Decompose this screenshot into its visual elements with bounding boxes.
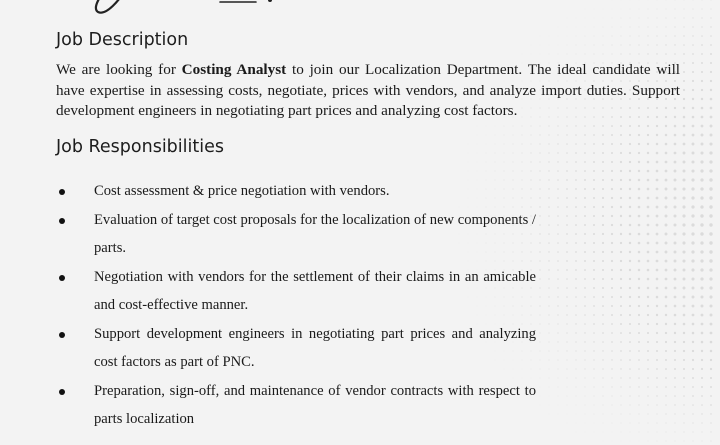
signature-logo xyxy=(80,0,280,32)
bullet-icon xyxy=(59,389,65,395)
bullet-icon xyxy=(59,275,65,281)
list-item xyxy=(56,177,536,206)
list-item-text: Support development engineers in negotiating part prices and analyzing cost factors as part of PNC. xyxy=(94,325,536,370)
list-item-text: Negotiation with vendors for the settlement of their claims in an amicable and cost-effective manner. xyxy=(94,268,536,313)
jd-text-part2: to join our Localization Department. The ideal candidate will have expertise in assessing costs, negotiate, prices with vendors, and analyze import duties. Support development engineers in negotiating part prices and analyzing cost factors. xyxy=(56,61,681,119)
list-item xyxy=(56,206,536,263)
list-item xyxy=(56,320,536,377)
list-item xyxy=(56,377,536,434)
list-item-text: Cost assessment & price negotiation with vendors. xyxy=(94,183,390,199)
job-responsibilities-heading: Job Responsibilities xyxy=(56,137,224,157)
job-description-text xyxy=(56,60,680,122)
responsibilities-list xyxy=(56,177,536,434)
list-item-text: Evaluation of target cost proposals for the localization of new components / parts. xyxy=(94,211,536,256)
job-role-title: Costing Analyst xyxy=(181,61,287,78)
list-item-text: Preparation, sign-off, and maintenance of vendor contracts with respect to parts localization xyxy=(94,382,536,427)
jd-text-part1: We are looking for xyxy=(56,61,182,78)
job-description-heading: Job Description xyxy=(56,30,189,50)
bullet-icon xyxy=(59,332,65,338)
list-item xyxy=(56,263,536,320)
bullet-icon xyxy=(59,218,65,224)
bullet-icon xyxy=(59,189,65,195)
